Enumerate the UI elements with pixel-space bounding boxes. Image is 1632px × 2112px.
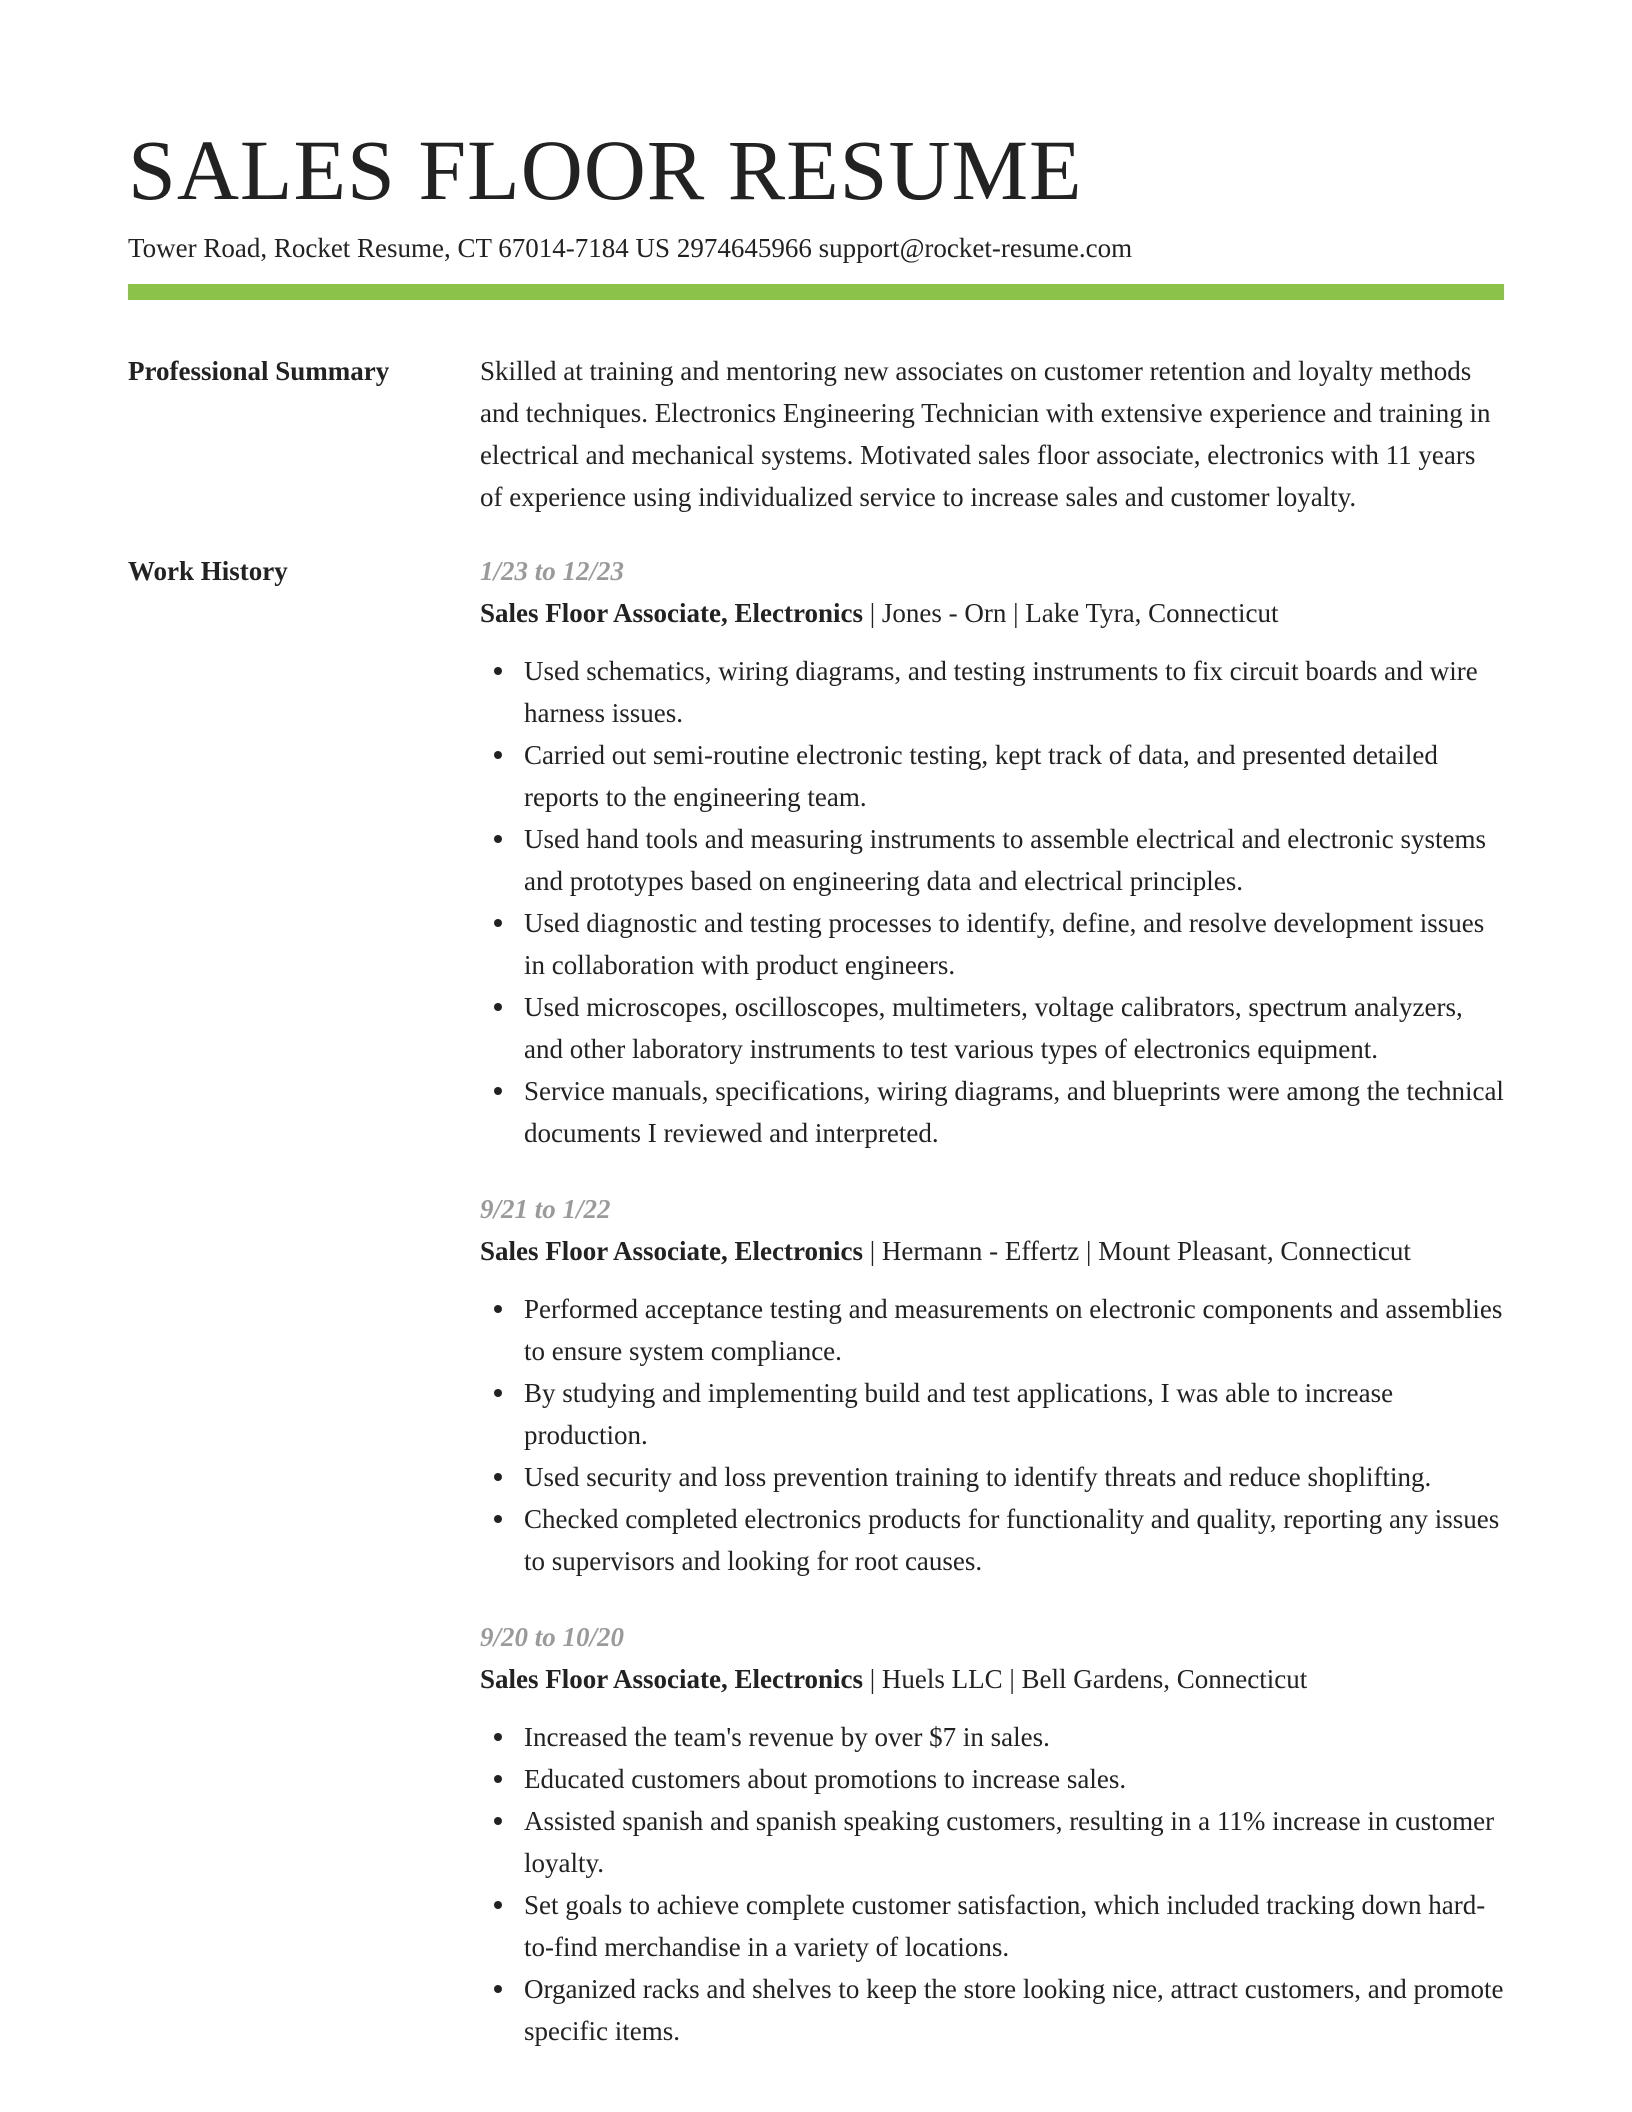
job-title: Sales Floor Associate, Electronics [480,598,863,628]
job-location: Mount Pleasant, Connecticut [1098,1236,1411,1266]
list-item: Used microscopes, oscilloscopes, multimeters, voltage calibrators, spectrum analyzers, and other laboratory instruments to test various types of electronics equipment. [524,986,1504,1070]
section-heading: Professional Summary [128,356,390,386]
job-company: Huels LLC [881,1664,1003,1694]
job-title-line [480,592,1504,634]
job-location: Lake Tyra, Connecticut [1025,598,1279,628]
work-history-section [128,550,1504,2052]
job-bullets [480,1288,1504,1582]
list-item: Assisted spanish and spanish speaking customers, resulting in a 11% increase in customer loyalty. [524,1800,1504,1884]
list-item: Increased the team's revenue by over $7 in sales. [524,1716,1504,1758]
list-item: Service manuals, specifications, wiring diagrams, and blueprints were among the technical documents I reviewed and interpreted. [524,1070,1504,1154]
contact-email: support@rocket-resume.com [818,233,1133,263]
contact-line [128,230,1504,266]
list-item: Used hand tools and measuring instruments to assemble electrical and electronic systems and prototypes based on engineering data and electrical principles. [524,818,1504,902]
job-title: Sales Floor Associate, Electronics [480,1664,863,1694]
job-dates: 1/23 to 12/23 [480,556,625,586]
separator: | [862,1236,882,1266]
contact-address: Tower Road, Rocket Resume, CT 67014-7184 US [128,233,677,263]
list-item: Set goals to achieve complete customer satisfaction, which included tracking down hard-to-find merchandise in a variety of locations. [524,1884,1504,1968]
summary-text: Skilled at training and mentoring new associates on customer retention and loyalty methods and techniques. Electronics Engineering Technician with extensive experience and training in electrical and mechanical systems. Motivated sales floor associate, electronics with 11 years of experience using individualized service to increase sales and customer loyalty. [480,356,1491,512]
list-item: Used schematics, wiring diagrams, and testing instruments to fix circuit boards and wire harness issues. [524,650,1504,734]
list-item: Used diagnostic and testing processes to identify, define, and resolve development issues in collaboration with product engineers. [524,902,1504,986]
separator: | [1006,598,1026,628]
job-bullets [480,1716,1504,2052]
job-location: Bell Gardens, Connecticut [1021,1664,1308,1694]
job-entry [480,1616,1504,2052]
job-title: Sales Floor Associate, Electronics [480,1236,863,1266]
professional-summary-section [128,350,1504,518]
separator: | [1002,1664,1022,1694]
list-item: Performed acceptance testing and measurements on electronic components and assemblies to ensure system compliance. [524,1288,1504,1372]
job-company: Hermann - Effertz [881,1236,1080,1266]
job-company: Jones - Orn [881,598,1007,628]
resume-page [128,120,1504,2052]
job-dates: 9/21 to 1/22 [480,1194,611,1224]
job-title-line [480,1230,1504,1272]
job-dates: 9/20 to 10/20 [480,1622,625,1652]
section-heading: Work History [128,556,288,586]
accent-divider [128,284,1504,300]
resume-title: SALES FLOOR RESUME [128,122,1083,218]
list-item: Used security and loss prevention training to identify threats and reduce shoplifting. [524,1456,1504,1498]
list-item: By studying and implementing build and test applications, I was able to increase production. [524,1372,1504,1456]
contact-phone: 2974645966 [676,233,819,263]
separator: | [1079,1236,1099,1266]
list-item: Carried out semi-routine electronic testing, kept track of data, and presented detailed reports to the engineering team. [524,734,1504,818]
list-item: Educated customers about promotions to increase sales. [524,1758,1504,1800]
job-bullets [480,650,1504,1154]
job-title-line [480,1658,1504,1700]
job-entry [480,550,1504,1154]
list-item: Checked completed electronics products for functionality and quality, reporting any issues to supervisors and looking for root causes. [524,1498,1504,1582]
separator: | [862,598,882,628]
list-item: Organized racks and shelves to keep the store looking nice, attract customers, and promote specific items. [524,1968,1504,2052]
separator: | [862,1664,882,1694]
job-entry [480,1188,1504,1582]
job-list [480,550,1504,2052]
